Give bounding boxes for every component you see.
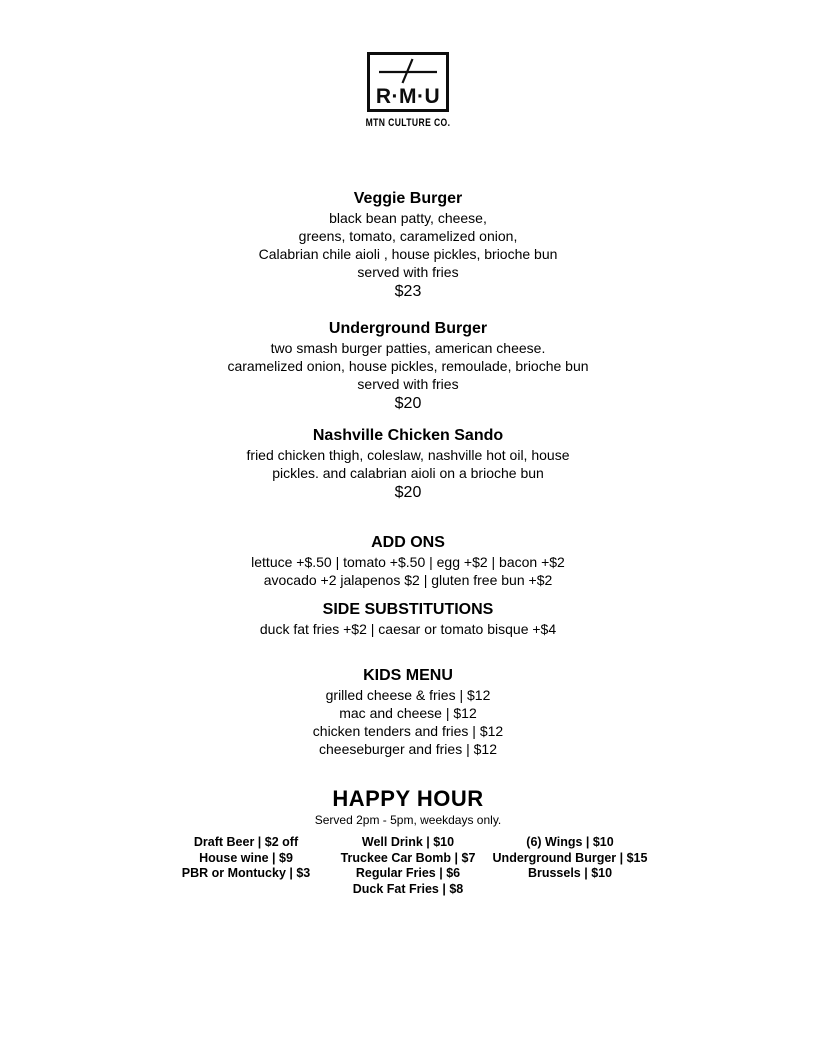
section-line: cheeseburger and fries | $12 bbox=[319, 741, 497, 757]
section-add-ons bbox=[0, 533, 816, 589]
item-price: $23 bbox=[394, 283, 422, 300]
brand-logo bbox=[0, 0, 816, 129]
item-name: Underground Burger bbox=[328, 320, 488, 337]
item-description-line: pickles. and calabrian aioli on a brioche bun bbox=[272, 465, 544, 481]
logo-brand-text: R·M·U bbox=[375, 85, 441, 108]
happy-hour-title: HAPPY HOUR bbox=[332, 786, 484, 811]
item-description-line: greens, tomato, caramelized onion, bbox=[298, 228, 518, 244]
happy-hour-line: Brussels | $10 bbox=[527, 866, 613, 880]
section-line: duck fat fries +$2 | caesar or tomato bisque +$4 bbox=[259, 621, 557, 637]
item-description-line: two smash burger patties, american cheese. bbox=[270, 340, 546, 356]
menu-item-underground-burger bbox=[0, 319, 816, 414]
section-title: KIDS MENU bbox=[363, 667, 453, 684]
happy-hour-subtitle: Served 2pm - 5pm, weekdays only. bbox=[314, 813, 502, 827]
section-happy-hour bbox=[0, 786, 816, 897]
happy-hour-columns bbox=[0, 835, 816, 897]
happy-hour-column-food bbox=[489, 835, 651, 897]
happy-hour-line: Duck Fat Fries | $8 bbox=[352, 881, 464, 896]
item-price: $20 bbox=[394, 484, 422, 501]
happy-hour-column-drinks bbox=[165, 835, 327, 897]
section-title: SIDE SUBSTITUTIONS bbox=[322, 601, 494, 618]
happy-hour-line: Underground Burger | $15 bbox=[492, 850, 648, 865]
item-description-line: served with fries bbox=[357, 376, 459, 392]
section-line: chicken tenders and fries | $12 bbox=[312, 723, 504, 739]
happy-hour-line: Regular Fries | $6 bbox=[355, 866, 461, 880]
item-description-line: black bean patty, cheese, bbox=[329, 210, 487, 226]
happy-hour-line: Well Drink | $10 bbox=[361, 835, 455, 849]
section-line: grilled cheese & fries | $12 bbox=[325, 687, 491, 703]
section-line: mac and cheese | $12 bbox=[339, 705, 477, 721]
happy-hour-line: Draft Beer | $2 off bbox=[193, 835, 299, 849]
menu-item-veggie-burger bbox=[0, 189, 816, 302]
happy-hour-column-specials bbox=[327, 835, 489, 897]
section-kids-menu bbox=[0, 666, 816, 758]
item-price: $20 bbox=[394, 395, 422, 412]
section-line: lettuce +$.50 | tomato +$.50 | egg +$2 | bacon +$2 bbox=[251, 554, 565, 570]
happy-hour-line: PBR or Montucky | $3 bbox=[181, 866, 311, 880]
item-description-line: Calabrian chile aioli , house pickles, brioche bun bbox=[258, 246, 558, 262]
logo-tagline: MTN CULTURE CO. bbox=[365, 117, 451, 129]
crossed-skis-icon bbox=[379, 59, 437, 83]
happy-hour-line: House wine | $9 bbox=[199, 850, 293, 865]
item-description-line: served with fries bbox=[357, 264, 459, 280]
section-title: ADD ONS bbox=[371, 534, 445, 551]
item-description-line: caramelized onion, house pickles, remoulade, brioche bun bbox=[227, 358, 589, 374]
logo-box bbox=[367, 52, 449, 112]
section-line: avocado +2 jalapenos $2 | gluten free bun +$2 bbox=[263, 572, 553, 588]
menu-item-nashville-chicken-sando bbox=[0, 426, 816, 503]
happy-hour-line: Truckee Car Bomb | $7 bbox=[340, 850, 476, 865]
happy-hour-line: (6) Wings | $10 bbox=[526, 835, 614, 849]
item-description-line: fried chicken thigh, coleslaw, nashville hot oil, house bbox=[246, 447, 570, 463]
item-name: Nashville Chicken Sando bbox=[312, 427, 504, 444]
item-name: Veggie Burger bbox=[353, 190, 463, 207]
section-side-substitutions bbox=[0, 600, 816, 638]
